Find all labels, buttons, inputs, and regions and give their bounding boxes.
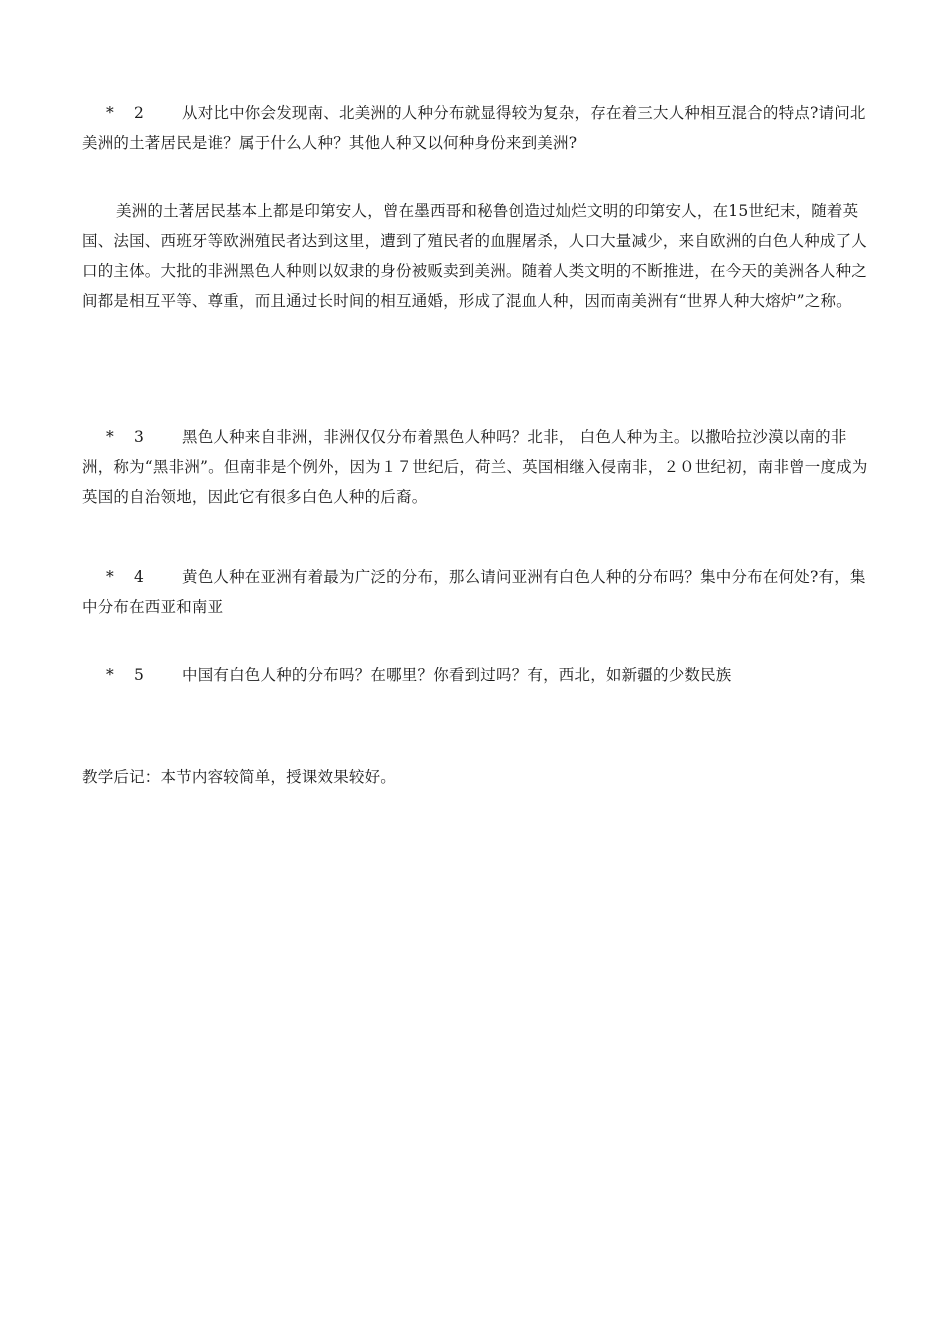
question-5 bbox=[82, 660, 872, 690]
answer-text: 美洲的土著居民基本上都是印第安人，曾在墨西哥和秘鲁创造过灿烂文明的印第安人，在15世纪末，随着英国、法国、西班牙等欧洲殖民者达到这里，遭到了殖民者的血腥屠杀，人口大量减少，来自欧洲的白色人种成了人口的主体。大批的非洲黑色人种则以奴隶的身份被贩卖到美洲。随着人类文明的不断推进，在今天的美洲各人种之间都是相互平等、尊重，而且通过长时间的相互通婚，形成了混血人种，因而南美洲有“世界人种大熔炉”之称。 bbox=[82, 202, 868, 310]
question-text: 中国有白色人种的分布吗？在哪里？你看到过吗？有，西北，如新疆的少数民族 bbox=[182, 666, 732, 684]
teaching-postscript: 教学后记：本节内容较简单，授课效果较好。 bbox=[82, 768, 397, 786]
asterisk: * bbox=[106, 666, 114, 684]
question-4 bbox=[82, 562, 872, 622]
question-3 bbox=[82, 422, 872, 512]
question-number: 4 bbox=[133, 568, 144, 586]
question-text: 黑色人种来自非洲，非洲仅仅分布着黑色人种吗？北非， 白色人种为主。以撒哈拉沙漠以南的非洲，称为“黑非洲”。但南非是个例外，因为１７世纪后，荷兰、英国相继入侵南非，２０世纪初，南非曾一度成为英国的自治领地，因此它有很多白色人种的后裔。 bbox=[82, 428, 868, 506]
asterisk: * bbox=[106, 568, 114, 586]
question-marker bbox=[82, 660, 182, 690]
question-text: 从对比中你会发现南、北美洲的人种分布就显得较为复杂，存在着三大人种相互混合的特点?请问北美洲的土著居民是谁？属于什么人种？其他人种又以何种身份来到美洲? bbox=[82, 104, 866, 152]
question-marker bbox=[82, 98, 182, 128]
question-number: 2 bbox=[133, 104, 144, 122]
question-marker bbox=[82, 562, 182, 592]
question-marker bbox=[82, 422, 182, 452]
question-number: 3 bbox=[133, 428, 144, 446]
asterisk: * bbox=[106, 104, 114, 122]
asterisk: * bbox=[106, 428, 114, 446]
answer-2 bbox=[82, 196, 872, 316]
question-text: 黄色人种在亚洲有着最为广泛的分布，那么请问亚洲有白色人种的分布吗？集中分布在何处?有，集中分布在西亚和南亚 bbox=[82, 568, 866, 616]
question-number: 5 bbox=[133, 666, 144, 684]
question-2 bbox=[82, 98, 872, 158]
